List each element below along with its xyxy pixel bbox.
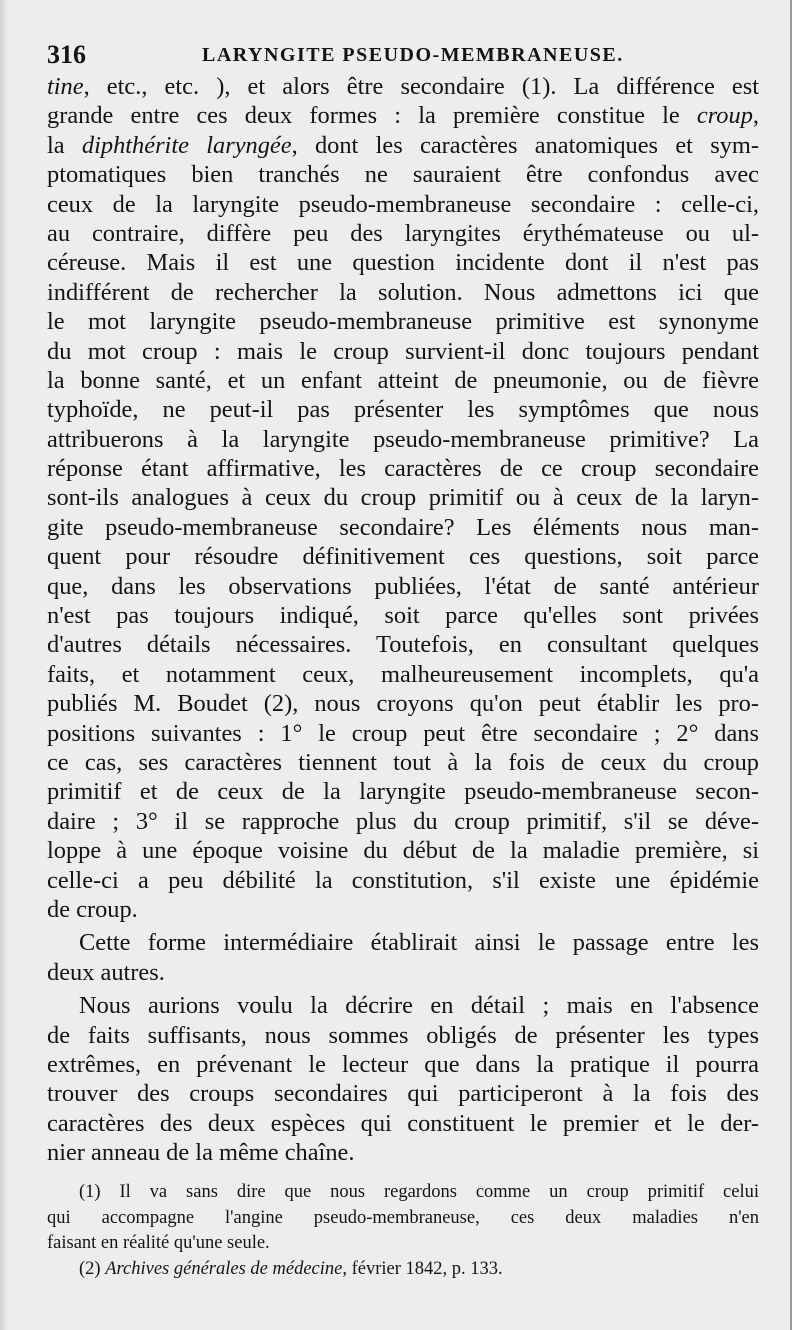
text-line: celle-ci a peu débilité la constitution, s'il existe une épidémie <box>47 866 759 894</box>
text-line <box>47 72 759 101</box>
text-line: quent pour résoudre définitivement ces questions, soit parce <box>47 543 759 571</box>
text-line <box>47 101 759 130</box>
italic-text: croup <box>696 102 753 130</box>
text-line: loppe à une époque voisine du début de la maladie première, si <box>47 837 759 865</box>
footnote-line: faisant en réalité qu'une seule. <box>47 1233 270 1253</box>
text-line: ceux de la laryngite pseudo-membraneuse secondaire : celle-ci, <box>47 190 759 218</box>
text-line: deux autres. <box>47 958 165 986</box>
text-line: ce cas, ses caractères tiennent tout à la fois de ceux du croup <box>47 748 759 776</box>
page-number: 316 <box>47 40 86 69</box>
page-edge-shadow <box>0 0 8 1330</box>
paragraph <box>47 72 759 924</box>
text-line: ptomatiques bien tranchés ne sauraient être confondus avec <box>47 161 759 189</box>
text-line: d'autres détails nécessaires. Toutefois, en consultant quelques <box>47 631 759 659</box>
text-line: primitif et de ceux de la laryngite pseudo-membraneuse secon- <box>47 778 759 806</box>
text-line: Nous aurions voulu la décrire en détail ; mais en l'absence <box>79 992 759 1020</box>
text-line: la bonne santé, et un enfant atteint de pneumonie, ou de fièvre <box>47 366 759 394</box>
paragraph <box>47 991 759 1167</box>
text-line: faits, et notamment ceux, malheureusement incomplets, qu'a <box>47 660 759 688</box>
italic-text: tine <box>47 73 84 100</box>
text-line: Cette forme intermédiaire établirait ainsi le passage entre les <box>79 929 759 957</box>
body-text <box>47 72 759 1167</box>
text-line: extrêmes, en prévenant le lecteur que dans la pratique il pourra <box>47 1050 759 1078</box>
text-line: gite pseudo-membraneuse secondaire? Les éléments nous man- <box>47 513 759 541</box>
text-line: caractères des deux espèces qui constituent le premier et le der- <box>47 1109 759 1137</box>
text-line: réponse étant affirmative, les caractères de ce croup secondaire <box>47 455 759 483</box>
text-span: , dont les caractères anatomiques et sym- <box>291 131 759 159</box>
text-line <box>47 131 759 160</box>
text-span: , <box>752 102 759 130</box>
text-span: , etc., etc. ), et alors être secondaire (1). La différence est <box>83 73 759 100</box>
text-line: le mot laryngite pseudo-membraneuse primitive est synonyme <box>47 308 759 336</box>
footnote-line: qui accompagne l'angine pseudo-membraneuse, ces deux maladies n'en <box>47 1207 759 1228</box>
text-line: indifférent de rechercher la solution. Nous admettons ici que <box>47 278 759 306</box>
italic-text: diphthérite laryngée <box>81 131 292 159</box>
text-line: que, dans les observations publiées, l'état de santé antérieur <box>47 572 759 600</box>
running-header <box>47 40 747 70</box>
text-line: de croup. <box>47 895 138 923</box>
footnote-line <box>47 1257 759 1283</box>
text-line: au contraire, diffère peu des laryngites érythémateuse ou ul- <box>47 219 759 247</box>
footnotes <box>47 1180 759 1282</box>
text-span: (2) <box>79 1258 106 1279</box>
text-line: nier anneau de la même chaîne. <box>47 1139 355 1167</box>
text-span: , février 1842, p. 133. <box>342 1258 503 1279</box>
text-line: céreuse. Mais il est une question incidente dont il n'est pas <box>47 249 759 277</box>
italic-text: Archives générales de médecine <box>105 1258 343 1279</box>
footnote-line: (1) Il va sans dire que nous regardons comme un croup primitif celui <box>79 1182 759 1202</box>
text-line: positions suivantes : 1° le croup peut être secondaire ; 2° dans <box>47 719 759 747</box>
text-span: la <box>47 131 82 159</box>
text-span: grande entre ces deux formes : la première constitue le <box>47 102 697 130</box>
text-line: n'est pas toujours indiqué, soit parce qu'elles sont privées <box>47 602 759 630</box>
text-line: publiés M. Boudet (2), nous croyons qu'on peut établir les pro- <box>47 690 759 718</box>
running-title: LARYNGITE PSEUDO-MEMBRANEUSE. <box>202 44 624 66</box>
text-line: daire ; 3° il se rapproche plus du croup primitif, s'il se déve- <box>47 807 759 835</box>
text-line: de faits suffisants, nous sommes obligés de présenter les types <box>47 1021 759 1049</box>
text-line: trouver des croups secondaires qui participeront à la fois des <box>47 1080 759 1108</box>
paragraph <box>47 928 759 987</box>
text-line: du mot croup : mais le croup survient-il donc toujours pendant <box>47 337 759 365</box>
text-line: attribuerons à la laryngite pseudo-membraneuse primitive? La <box>47 425 759 453</box>
text-line: sont-ils analogues à ceux du croup primitif ou à ceux de la laryn- <box>47 484 759 512</box>
text-line: typhoïde, ne peut-il pas présenter les symptômes que nous <box>47 396 759 424</box>
